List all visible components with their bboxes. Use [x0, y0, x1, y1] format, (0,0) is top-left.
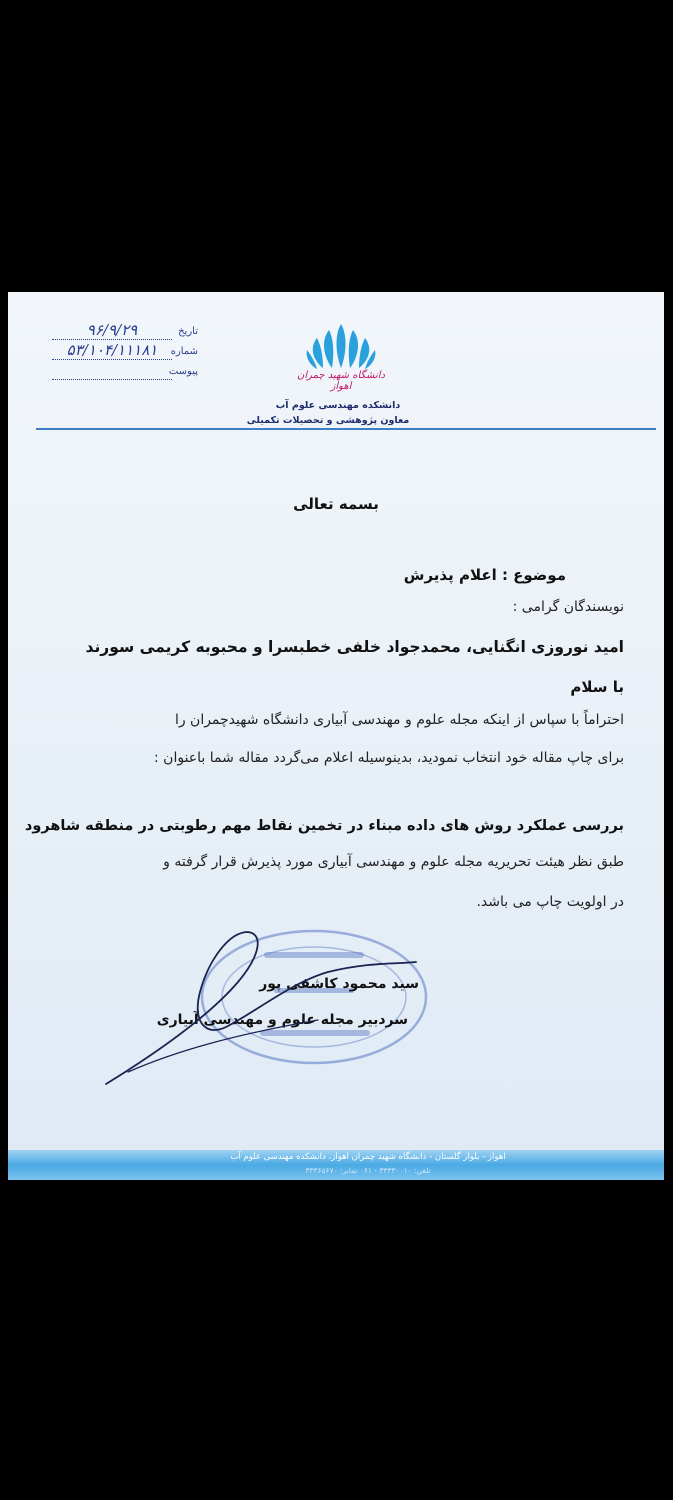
footer-address: اهواز - بلوار گلستان - دانشگاه شهید چمران اهواز، دانشکده مهندسی علوم آب: [230, 1152, 506, 1162]
basmala: بسمه تعالی: [293, 495, 379, 513]
letter-subject: موضوع : اعلام پذیرش: [403, 566, 566, 584]
meta-number-label: شماره: [170, 346, 198, 357]
body-line-1: احتراماً با سپاس از اینکه مجله علوم و مهندسی آبیاری دانشگاه شهیدچمران را: [174, 712, 624, 728]
meta-date-label: تاریخ: [178, 326, 198, 337]
header-divider: [36, 428, 656, 430]
body-line-2: برای چاپ مقاله خود انتخاب نمودید، بدینوسیله اعلام می‌گردد مقاله شما باعنوان :: [154, 750, 624, 766]
footer-contact: تلفن: ۳۳۳۳۰۰۱۰ - ۰۶۱ نمابر: ۳۳۳۶۵۶۷۰: [305, 1166, 431, 1175]
salutation: نویسندگان گرامی :: [512, 599, 624, 615]
body-line-4: در اولویت چاپ می باشد.: [476, 894, 624, 910]
body-line-3: طبق نظر هیئت تحریریه مجله علوم و مهندسی آبیاری مورد پذیرش قرار گرفته و: [163, 854, 624, 870]
letterhead-footer: [8, 1150, 664, 1180]
meta-attachment: [38, 362, 198, 382]
article-title: بررسی عملکرد روش های داده مبناء در تخمین نقاط مهم رطوبتی در منطقه شاهرود: [24, 818, 624, 834]
meta-number-value: ۵۳/۱۰۴/۱۱۱۸۱: [52, 342, 172, 360]
meta-attachment-label: پیوست: [168, 366, 198, 377]
university-name: دانشگاه شهید چمران اهواز: [297, 370, 385, 392]
signer-name: سید محمود کاشفی پور: [259, 976, 419, 992]
deputy-name: معاون پژوهشی و تحصیلات تکمیلی: [246, 415, 410, 426]
letter-page: [8, 292, 664, 1180]
faculty-name: دانشکده مهندسی علوم آب: [275, 400, 401, 411]
meta-date-value: ۹۶/۹/۲۹: [52, 322, 172, 340]
meta-attachment-value: [52, 362, 172, 380]
signer-role: سردبیر مجله علوم و مهندسی آبیاری: [156, 1012, 408, 1028]
meta-number: [38, 342, 198, 362]
author-names: امید نوروزی انگنایی، محمدجواد خلفی خطبسرا و محبوبه کریمی سورند: [85, 638, 624, 656]
meta-date: [38, 322, 198, 342]
letter-meta: [38, 322, 198, 382]
handwritten-signature-icon: [88, 922, 418, 1092]
greeting: با سلام: [570, 678, 624, 696]
